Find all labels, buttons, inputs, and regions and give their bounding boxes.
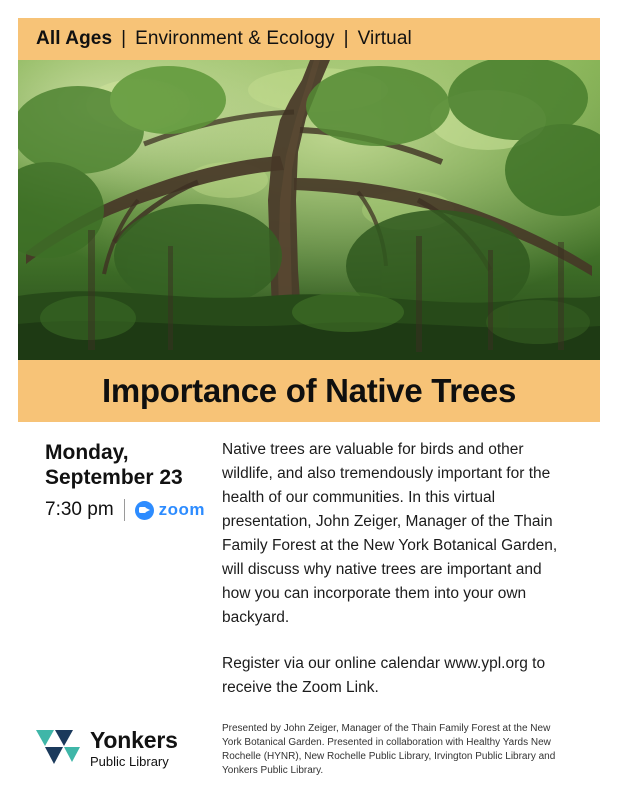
zoom-camera-icon <box>135 501 154 520</box>
event-details <box>45 440 220 521</box>
time-divider <box>124 499 125 521</box>
page-title: Importance of Native Trees <box>101 372 516 409</box>
yonkers-logo-icon <box>36 726 80 770</box>
banner-separator-1: | <box>121 28 127 49</box>
banner-category: Environment & Ecology <box>135 28 335 49</box>
description-text: Native trees are valuable for birds and other wildlife, and also tremendously important for the health of our communities. In this virtual presentation, John Zeiger, Manager of the Thain Family Forest at the New York Botanical Garden, will discuss why native trees are important and how you can incorporate them into your own backyard. <box>222 441 558 626</box>
logo-org-name: Yonkers <box>90 726 178 753</box>
hero-photo <box>18 60 600 360</box>
title-band <box>18 360 600 422</box>
banner-audience: All Ages <box>36 28 113 49</box>
logo-text <box>90 726 178 769</box>
register-text: Register via our online calendar www.ypl.org to receive the Zoom Link. <box>222 655 546 696</box>
event-time-row <box>45 499 220 521</box>
logo-org-sub: Public Library <box>90 753 169 769</box>
zoom-wordmark: zoom <box>158 500 206 519</box>
library-logo <box>36 726 178 770</box>
event-date: September 23 <box>45 466 183 489</box>
credits-text: Presented by John Zeiger, Manager of the Thain Family Forest at the New York Botanical Garden. Presented in collaboration with Healthy Yards New Rochelle (HYNR), New Rochelle Public Library, Irvington Public Library and Yonkers Public Library. <box>222 723 556 776</box>
event-time: 7:30 pm <box>45 499 114 520</box>
banner-format: Virtual <box>357 28 412 49</box>
zoom-logo <box>135 500 205 520</box>
event-body <box>222 438 567 778</box>
banner-separator-2: | <box>343 28 349 49</box>
category-banner <box>18 18 600 60</box>
event-day: Monday, <box>45 441 129 464</box>
